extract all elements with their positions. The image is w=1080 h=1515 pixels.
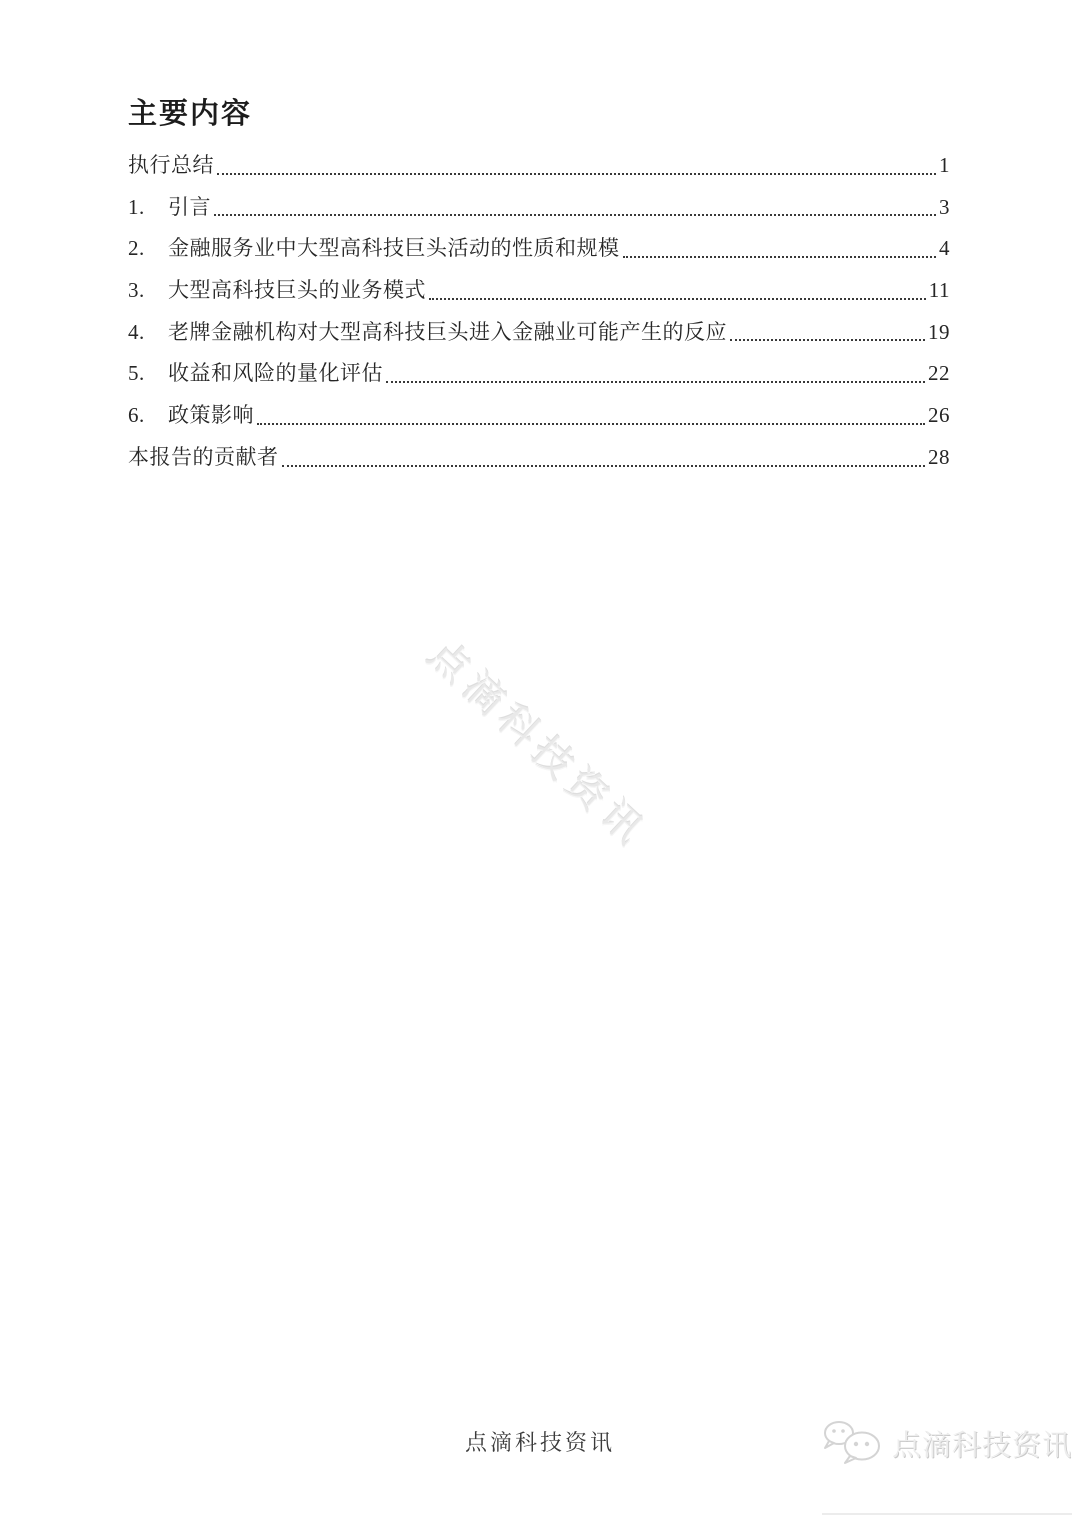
toc-page-number: 3 bbox=[939, 194, 950, 219]
toc-leader-dots bbox=[426, 270, 929, 312]
toc-entry-number: 5. bbox=[128, 361, 145, 386]
toc-entry-number: 6. bbox=[128, 403, 145, 428]
toc-leader-dots bbox=[727, 312, 928, 354]
toc-row bbox=[128, 228, 950, 270]
brand-watermark-text: 点滴科技资讯 bbox=[891, 1430, 1072, 1462]
toc-page-number: 1 bbox=[939, 153, 950, 177]
toc-page-number: 4 bbox=[939, 236, 950, 261]
toc-entry-number: 4. bbox=[128, 319, 145, 344]
toc-entry-title: 大型高科技巨头的业务模式 bbox=[168, 278, 426, 303]
toc-entry-number: 1. bbox=[128, 194, 145, 219]
toc-page-number: 26 bbox=[928, 403, 950, 428]
toc-leader-dots bbox=[383, 353, 928, 395]
toc-entry-title: 收益和风险的量化评估 bbox=[168, 361, 383, 386]
toc-page-number: 22 bbox=[928, 361, 950, 386]
toc-page-number: 11 bbox=[928, 278, 950, 303]
toc-row bbox=[128, 145, 950, 187]
footer-center-text: 点滴科技资讯 bbox=[464, 1430, 615, 1455]
toc-entry-number: 2. bbox=[128, 236, 145, 261]
toc-entry-title: 引言 bbox=[168, 194, 211, 219]
toc-entry-title: 本报告的贡献者 bbox=[128, 444, 279, 469]
toc-entry-title: 金融服务业中大型高科技巨头活动的性质和规模 bbox=[168, 236, 620, 261]
toc-row bbox=[128, 395, 950, 437]
toc-row bbox=[128, 437, 950, 479]
brand-watermark bbox=[820, 1418, 1072, 1469]
toc-page-number: 28 bbox=[928, 444, 950, 469]
diagonal-watermark-text: 点滴科技资讯 bbox=[419, 631, 657, 857]
table-of-contents bbox=[128, 96, 950, 479]
page-title: 主要内容 bbox=[128, 98, 253, 130]
toc-entry-number: 3. bbox=[128, 278, 145, 303]
toc-entry-title: 老牌金融机构对大型高科技巨头进入金融业可能产生的反应 bbox=[168, 319, 727, 344]
toc-leader-dots bbox=[211, 187, 939, 229]
toc-leader-dots bbox=[279, 437, 929, 479]
wechat-bubbles-icon bbox=[820, 1418, 888, 1469]
toc-leader-dots bbox=[254, 395, 928, 437]
toc-page-number: 19 bbox=[928, 319, 950, 344]
toc-leader-dots bbox=[620, 228, 940, 270]
toc-row bbox=[128, 312, 950, 354]
toc-row bbox=[128, 353, 950, 395]
toc-row bbox=[128, 270, 950, 312]
toc-entry-title: 政策影响 bbox=[168, 403, 254, 428]
toc-entry-title: 执行总结 bbox=[128, 153, 214, 177]
toc-row bbox=[128, 187, 950, 229]
toc-leader-dots bbox=[214, 145, 939, 187]
